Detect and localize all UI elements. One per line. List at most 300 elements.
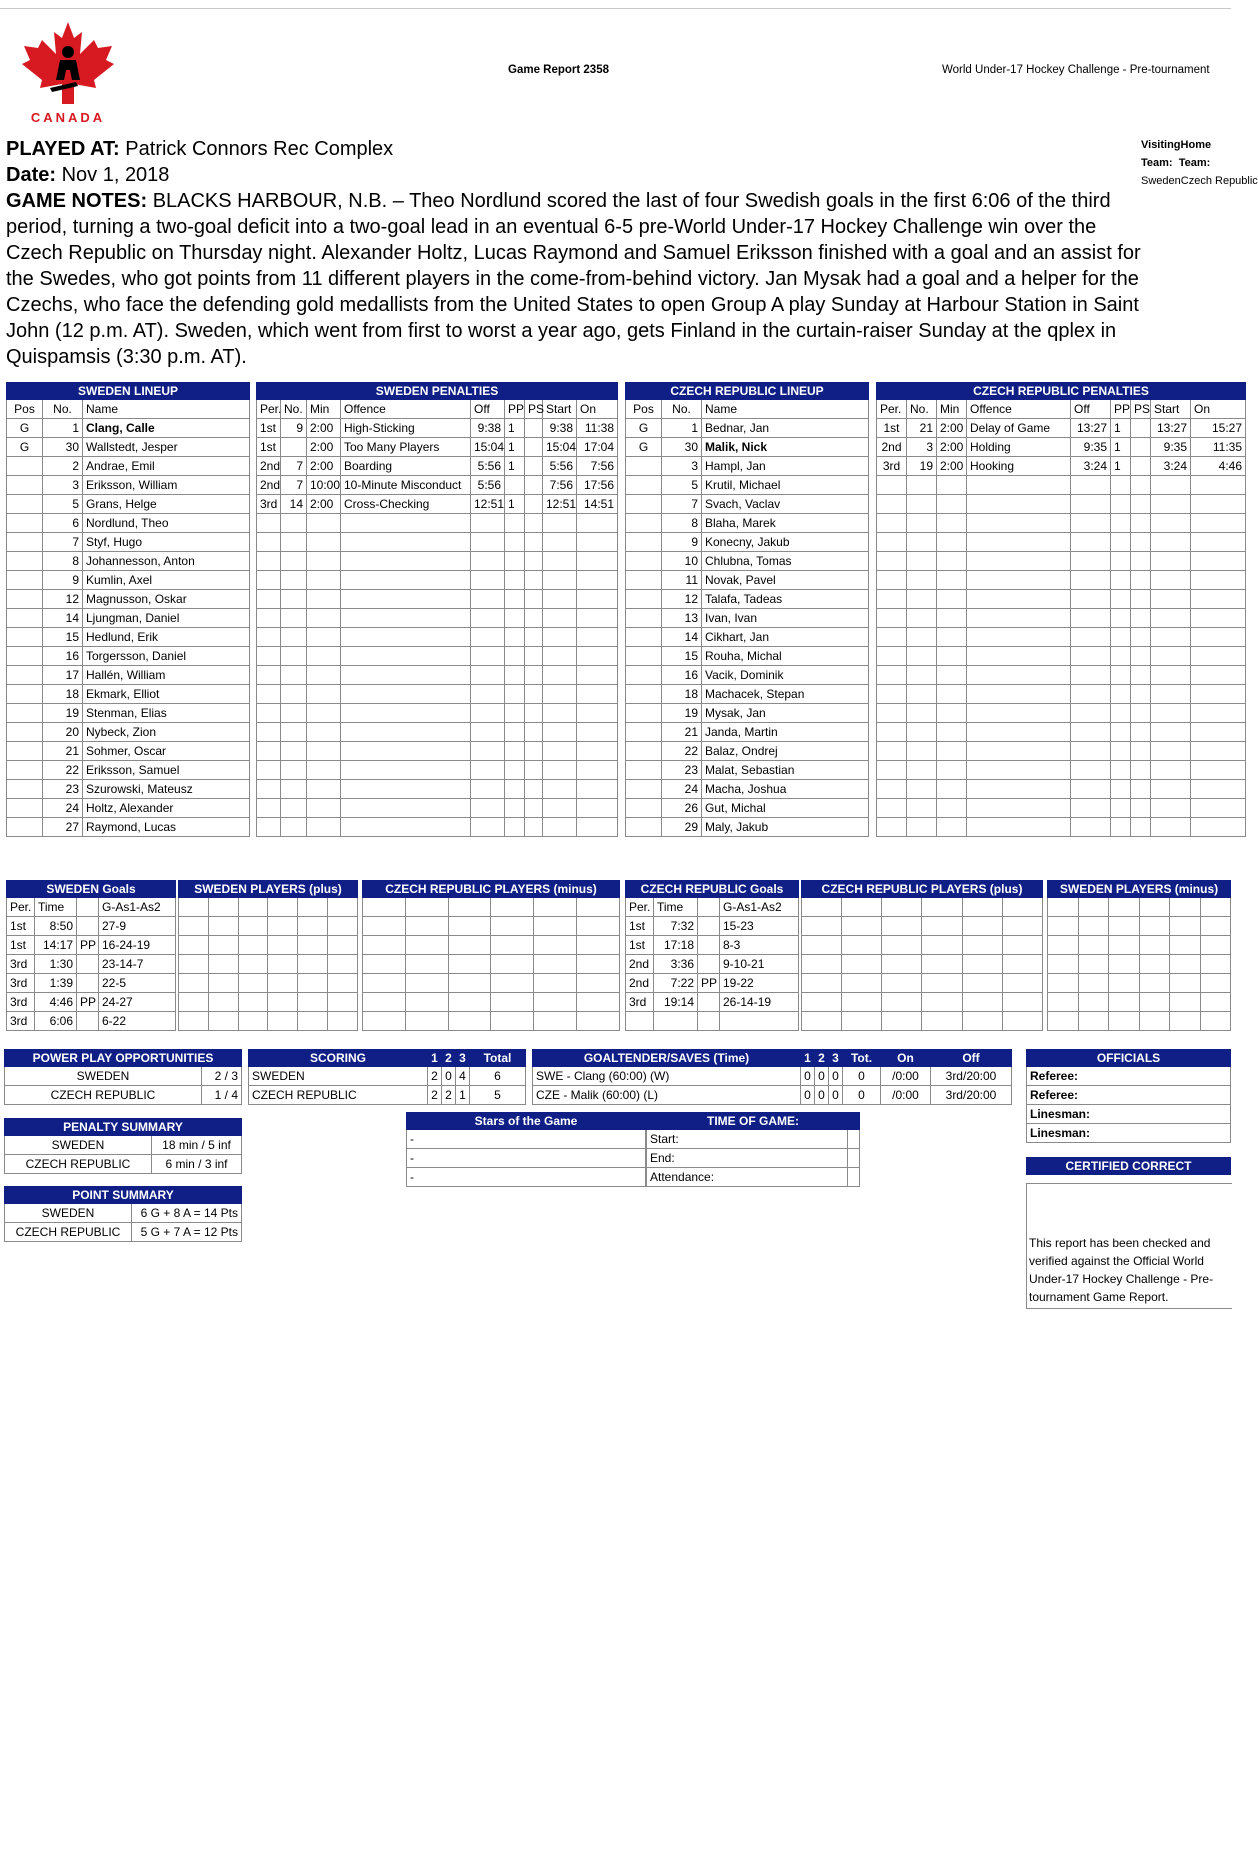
table-row <box>1048 898 1231 917</box>
table-cell <box>962 955 1002 974</box>
table-cell: 2:00 <box>937 438 967 457</box>
table-cell <box>268 936 298 955</box>
table-cell: Malik, Nick <box>702 438 869 457</box>
table-cell <box>937 647 967 666</box>
table-cell: 3rd <box>7 955 35 974</box>
table-cell <box>534 955 577 974</box>
point-summary-title: POINT SUMMARY <box>5 1187 242 1204</box>
table-cell: 2 <box>428 1086 442 1105</box>
table-cell: SWEDEN <box>5 1204 132 1223</box>
table-cell <box>1131 571 1151 590</box>
table-row <box>877 647 1246 666</box>
table-cell: 1 <box>505 495 525 514</box>
table-cell <box>7 723 43 742</box>
table-cell <box>1151 552 1191 571</box>
table-cell <box>491 936 534 955</box>
table-cell <box>967 666 1071 685</box>
table-row <box>257 666 618 685</box>
table-cell <box>448 936 491 955</box>
table-cell <box>842 993 882 1012</box>
table-cell: 16 <box>43 647 83 666</box>
table-cell: 3rd/20:00 <box>931 1067 1012 1086</box>
table-cell: Szurowski, Mateusz <box>83 780 250 799</box>
table-cell <box>525 704 543 723</box>
table-cell <box>962 974 1002 993</box>
table-cell <box>543 628 577 647</box>
table-row <box>626 917 799 936</box>
table-cell <box>307 571 341 590</box>
table-row <box>179 955 358 974</box>
table-cell: 23 <box>662 761 702 780</box>
table-cell: 1 <box>456 1086 470 1105</box>
table-cell <box>1071 628 1111 647</box>
table-cell <box>543 590 577 609</box>
time-of-game-title: TIME OF GAME: <box>647 1113 860 1130</box>
table-cell <box>525 666 543 685</box>
table-row <box>7 799 250 818</box>
table-cell <box>405 936 448 955</box>
table-cell: Bednar, Jan <box>702 419 869 438</box>
table-cell <box>937 514 967 533</box>
table-cell <box>505 761 525 780</box>
table-cell <box>1131 761 1151 780</box>
table-cell <box>1200 936 1231 955</box>
table-cell: 8-3 <box>720 936 799 955</box>
table-row <box>626 666 869 685</box>
table-cell <box>1071 571 1111 590</box>
sweden-plus-table <box>178 880 358 1031</box>
table-cell <box>1151 476 1191 495</box>
table-cell: 17 <box>43 666 83 685</box>
table-cell <box>1078 974 1109 993</box>
table-cell <box>281 590 307 609</box>
table-cell <box>525 647 543 666</box>
table-row <box>249 1067 526 1086</box>
table-cell: 3 <box>662 457 702 476</box>
table-row <box>7 780 250 799</box>
table-cell <box>1109 898 1140 917</box>
table-cell: Krutil, Michael <box>702 476 869 495</box>
table-cell <box>907 666 937 685</box>
table-cell <box>1191 552 1246 571</box>
table-row <box>5 1086 242 1105</box>
table-row <box>877 457 1246 476</box>
table-cell <box>1191 742 1246 761</box>
table-cell <box>268 955 298 974</box>
table-cell <box>1191 685 1246 704</box>
table-cell <box>534 936 577 955</box>
table-cell <box>281 818 307 837</box>
table-row <box>257 609 618 628</box>
table-cell <box>281 609 307 628</box>
table-cell <box>877 628 907 647</box>
table-cell <box>179 974 209 993</box>
table-cell: 2nd <box>626 974 654 993</box>
table-cell: PP <box>77 936 99 955</box>
table-cell <box>525 571 543 590</box>
table-cell <box>626 1012 654 1031</box>
table-cell <box>1191 799 1246 818</box>
table-cell <box>1111 552 1131 571</box>
table-cell: 1 / 4 <box>201 1086 241 1105</box>
table-cell: Grans, Helge <box>83 495 250 514</box>
table-cell <box>505 609 525 628</box>
table-cell <box>405 1012 448 1031</box>
table-cell <box>363 917 406 936</box>
table-cell <box>208 1012 238 1031</box>
table-cell <box>341 514 471 533</box>
table-cell <box>1131 457 1151 476</box>
table-cell <box>967 647 1071 666</box>
czech-goals-title: CZECH REPUBLIC Goals <box>626 881 799 898</box>
table-cell: 5:56 <box>471 457 505 476</box>
table-cell <box>525 590 543 609</box>
table-cell <box>1191 704 1246 723</box>
table-cell <box>7 457 43 476</box>
table-cell <box>1170 993 1201 1012</box>
table-cell <box>471 723 505 742</box>
list-cell: Attendance: <box>647 1168 848 1187</box>
table-cell <box>1078 898 1109 917</box>
table-cell: Ivan, Ivan <box>702 609 869 628</box>
list-cell: End: <box>647 1149 848 1168</box>
table-cell <box>298 898 328 917</box>
table-cell <box>534 917 577 936</box>
table-cell <box>328 917 358 936</box>
table-cell <box>448 1012 491 1031</box>
table-cell <box>543 533 577 552</box>
table-cell <box>534 898 577 917</box>
table-cell <box>1071 647 1111 666</box>
table-cell <box>626 742 662 761</box>
table-row <box>626 552 869 571</box>
table-row <box>257 533 618 552</box>
table-cell <box>877 818 907 837</box>
table-cell <box>877 666 907 685</box>
table-cell <box>491 1012 534 1031</box>
table-row <box>1048 974 1231 993</box>
table-cell <box>907 514 937 533</box>
table-cell: 0 <box>801 1086 815 1105</box>
table-cell <box>802 917 842 936</box>
table-row <box>257 419 618 438</box>
table-cell <box>967 495 1071 514</box>
table-row <box>257 818 618 837</box>
table-cell <box>626 666 662 685</box>
czech-lineup-title: CZECH REPUBLIC LINEUP <box>626 383 869 400</box>
table-cell: 1st <box>877 419 907 438</box>
scoring-total-label: Total <box>470 1050 526 1067</box>
event-title: World Under-17 Hockey Challenge - Pre-tournament <box>942 64 1210 76</box>
table-cell <box>842 936 882 955</box>
table-cell <box>1078 955 1109 974</box>
scoring-period-3: 3 <box>456 1050 470 1067</box>
table-cell: 19 <box>662 704 702 723</box>
col-name: Name <box>702 400 869 419</box>
table-cell: 13 <box>662 609 702 628</box>
table-cell <box>1191 628 1246 647</box>
table-cell <box>238 936 268 955</box>
table-cell <box>363 974 406 993</box>
table-cell <box>543 685 577 704</box>
table-cell: High-Sticking <box>341 419 471 438</box>
table-cell <box>298 1012 328 1031</box>
table-cell: 15 <box>662 647 702 666</box>
table-cell: 24 <box>662 780 702 799</box>
table-cell: SWEDEN <box>249 1067 428 1086</box>
czech-goals-table <box>625 880 799 1031</box>
table-cell <box>1151 761 1191 780</box>
table-cell <box>328 974 358 993</box>
table-cell <box>1151 514 1191 533</box>
table-row <box>363 955 620 974</box>
table-cell <box>1048 917 1079 936</box>
table-row <box>626 780 869 799</box>
table-cell: 2 <box>43 457 83 476</box>
table-cell <box>257 704 281 723</box>
column-header: PS <box>525 400 543 419</box>
column-header: Time <box>654 898 698 917</box>
table-cell <box>907 552 937 571</box>
list-item <box>1027 1105 1231 1124</box>
table-cell: 4:46 <box>35 993 77 1012</box>
table-cell <box>471 571 505 590</box>
table-row <box>802 1012 1043 1031</box>
table-cell: Wallstedt, Jesper <box>83 438 250 457</box>
list-item <box>407 1149 646 1168</box>
table-cell <box>1071 780 1111 799</box>
table-cell: G <box>7 438 43 457</box>
table-cell <box>937 571 967 590</box>
czech-plus-table <box>801 880 1043 1031</box>
table-cell <box>281 533 307 552</box>
table-cell <box>577 552 618 571</box>
table-cell <box>1111 723 1131 742</box>
table-cell <box>1109 1012 1140 1031</box>
table-cell <box>1048 1012 1079 1031</box>
table-cell <box>907 723 937 742</box>
table-cell <box>1071 533 1111 552</box>
table-cell: 15:04 <box>471 438 505 457</box>
officials-title: OFFICIALS <box>1027 1050 1231 1067</box>
table-cell: 2:00 <box>937 419 967 438</box>
table-cell <box>802 1012 842 1031</box>
table-cell <box>179 993 209 1012</box>
table-cell <box>802 898 842 917</box>
table-cell <box>525 457 543 476</box>
table-cell <box>341 590 471 609</box>
table-cell <box>842 1012 882 1031</box>
table-cell <box>7 533 43 552</box>
table-cell <box>1071 590 1111 609</box>
table-cell <box>698 917 720 936</box>
table-cell <box>962 898 1002 917</box>
table-cell: 2:00 <box>307 495 341 514</box>
team-label-home: Team: <box>1178 157 1211 169</box>
table-cell: G <box>626 419 662 438</box>
table-cell: 2:00 <box>307 457 341 476</box>
table-cell: Hooking <box>967 457 1071 476</box>
table-row <box>257 571 618 590</box>
table-cell: 3rd <box>877 457 907 476</box>
table-cell <box>257 628 281 647</box>
table-cell <box>1002 955 1042 974</box>
table-cell <box>1071 799 1111 818</box>
table-cell <box>341 723 471 742</box>
table-row <box>533 1086 1012 1105</box>
table-cell <box>307 742 341 761</box>
table-row <box>877 495 1246 514</box>
table-cell <box>268 898 298 917</box>
table-cell <box>257 514 281 533</box>
table-cell <box>907 647 937 666</box>
table-cell <box>1111 647 1131 666</box>
table-cell: 5 <box>43 495 83 514</box>
table-cell <box>577 761 618 780</box>
table-cell <box>962 1012 1002 1031</box>
table-cell <box>491 974 534 993</box>
table-cell <box>1111 818 1131 837</box>
table-cell <box>471 609 505 628</box>
table-row <box>802 974 1043 993</box>
table-cell <box>907 799 937 818</box>
table-cell <box>967 628 1071 647</box>
table-row <box>626 936 799 955</box>
table-cell <box>1002 1012 1042 1031</box>
table-cell <box>626 647 662 666</box>
list-item <box>1027 1124 1231 1143</box>
table-cell <box>281 723 307 742</box>
table-cell <box>937 818 967 837</box>
table-cell <box>877 647 907 666</box>
table-cell <box>505 799 525 818</box>
table-cell <box>328 1012 358 1031</box>
table-cell <box>257 761 281 780</box>
table-cell <box>257 780 281 799</box>
table-cell <box>298 917 328 936</box>
table-cell <box>577 685 618 704</box>
table-row <box>363 993 620 1012</box>
table-row <box>877 742 1246 761</box>
table-cell <box>341 533 471 552</box>
table-cell <box>238 955 268 974</box>
table-cell <box>698 955 720 974</box>
table-cell <box>962 993 1002 1012</box>
table-cell <box>937 495 967 514</box>
table-cell <box>842 974 882 993</box>
czech-penalties-title: CZECH REPUBLIC PENALTIES <box>877 383 1246 400</box>
table-cell <box>405 898 448 917</box>
table-cell <box>1200 993 1231 1012</box>
col-no: No. <box>662 400 702 419</box>
table-cell: 16 <box>662 666 702 685</box>
table-cell: 1 <box>1111 438 1131 457</box>
table-cell: 20 <box>43 723 83 742</box>
table-row <box>802 917 1043 936</box>
table-row <box>363 1012 620 1031</box>
table-cell <box>626 476 662 495</box>
table-cell <box>471 799 505 818</box>
table-cell <box>877 742 907 761</box>
table-cell <box>268 974 298 993</box>
column-header: Start <box>543 400 577 419</box>
table-cell <box>7 552 43 571</box>
column-header: Per. <box>626 898 654 917</box>
goaltender-table <box>532 1049 1012 1105</box>
table-cell: Clang, Calle <box>83 419 250 438</box>
table-cell: 26 <box>662 799 702 818</box>
table-cell <box>505 552 525 571</box>
table-cell: 22 <box>43 761 83 780</box>
table-cell <box>341 647 471 666</box>
table-cell <box>7 818 43 837</box>
table-cell <box>937 704 967 723</box>
table-cell: Kumlin, Axel <box>83 571 250 590</box>
table-row <box>7 974 176 993</box>
table-cell: Mysak, Jan <box>702 704 869 723</box>
table-row <box>7 514 250 533</box>
table-cell <box>208 936 238 955</box>
table-cell: G <box>626 438 662 457</box>
table-cell <box>307 780 341 799</box>
table-cell <box>802 955 842 974</box>
table-cell <box>7 571 43 590</box>
table-cell: SWEDEN <box>5 1067 202 1086</box>
table-cell <box>907 495 937 514</box>
table-cell <box>967 780 1071 799</box>
table-cell <box>967 552 1071 571</box>
table-cell <box>842 955 882 974</box>
table-cell <box>1111 590 1131 609</box>
table-cell <box>577 936 620 955</box>
table-row <box>7 438 250 457</box>
table-cell: 2nd <box>257 457 281 476</box>
table-cell: 9 <box>281 419 307 438</box>
table-cell: Andrae, Emil <box>83 457 250 476</box>
table-cell <box>877 571 907 590</box>
table-cell <box>1071 666 1111 685</box>
table-cell: 7 <box>281 476 307 495</box>
table-cell <box>525 552 543 571</box>
table-cell <box>1151 628 1191 647</box>
table-row <box>877 780 1246 799</box>
table-cell <box>877 495 907 514</box>
table-cell: Balaz, Ondrej <box>702 742 869 761</box>
top-rule <box>0 8 1231 9</box>
table-row <box>877 438 1246 457</box>
gt-period-3: 3 <box>829 1050 843 1067</box>
table-cell: PP <box>77 993 99 1012</box>
table-cell: 4:46 <box>1191 457 1246 476</box>
table-row <box>257 723 618 742</box>
table-row <box>1048 1012 1231 1031</box>
table-cell <box>471 647 505 666</box>
power-play-table <box>4 1049 242 1105</box>
table-cell <box>341 704 471 723</box>
table-row <box>257 438 618 457</box>
table-cell <box>842 898 882 917</box>
column-header: On <box>577 400 618 419</box>
table-cell <box>626 628 662 647</box>
table-cell <box>1139 917 1170 936</box>
table-row <box>7 628 250 647</box>
table-cell: 2nd <box>626 955 654 974</box>
table-cell <box>7 495 43 514</box>
table-cell <box>1139 936 1170 955</box>
table-cell <box>882 898 922 917</box>
table-cell <box>448 993 491 1012</box>
table-cell <box>1191 571 1246 590</box>
